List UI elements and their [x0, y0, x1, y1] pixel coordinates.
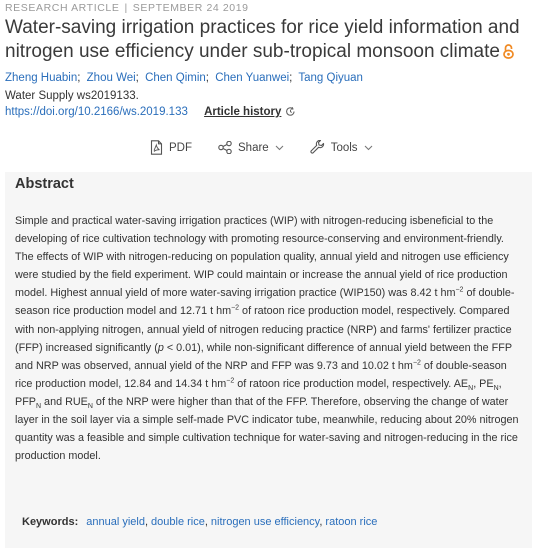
author-separator: ; [135, 72, 139, 84]
author-link[interactable]: Tang Qiyuan [298, 72, 363, 84]
tools-button[interactable] [310, 140, 373, 155]
doi-row [5, 106, 296, 120]
keyword-link[interactable]: double rice [151, 516, 205, 528]
author-link[interactable]: Chen Qimin [145, 72, 206, 84]
abstract-text-part: and RUE [41, 395, 88, 408]
abstract-text-part: Simple and practical water-saving irrigation practices (WIP) with nitrogen-reducing isbeneficial to the developing of rice cultivation technology with promoting resource-conserving and environment-friendly. The effects of WIP with nitrogen-reducing on population quality, annual yield and nitrogen use efficiency were studied by the field experiment. WIP could maintain or increase the annual yield of rice production model. Highest annual yield of more water-saving irrigation practice (WIP150) was 8.42 t hm [15, 215, 509, 300]
author-separator: ; [77, 72, 81, 84]
abstract-text-part: , PFP [15, 377, 502, 408]
abstract-text-part: of ratoon rice production model, respectively. AE [234, 377, 469, 390]
keyword-separator: , [319, 516, 323, 528]
author-list [5, 72, 363, 84]
abstract-text-part: of the NRP were higher than that of the FFP. Therefore, observing the change of water layer in the soil layer via a simple self-made PVC indicator tube, meanwhile, reducing about 20% nitrogen quantity was a feasible and simple cultivation technique for water-saving and nitrogen-reducing in the rice production model. [15, 395, 519, 463]
keyword-separator: , [204, 516, 208, 528]
article-title-text: Water-saving irrigation practices for rice yield information and nitrogen use efficiency under sub-tropical monsoon climate [5, 17, 520, 62]
author-link[interactable]: Chen Yuanwei [215, 72, 290, 84]
abstract-text [15, 212, 525, 465]
abstract-section [5, 172, 532, 548]
keyword-link[interactable]: nitrogen use efficiency [210, 516, 320, 528]
chevron-down-icon [364, 145, 373, 151]
share-icon [218, 141, 232, 154]
abstract-text-part: of double-season rice production model and 12.71 t hm [15, 287, 515, 318]
author-separator: ; [289, 72, 293, 84]
subscript: N [493, 385, 499, 392]
article-history-link[interactable]: Article history [204, 106, 282, 118]
article-meta [5, 2, 249, 14]
abstract-text-part: , PE [473, 377, 494, 390]
article-title [5, 16, 533, 66]
publish-date: SEPTEMBER 24 2019 [132, 2, 249, 14]
pdf-icon [150, 140, 163, 155]
chevron-down-icon [275, 145, 284, 151]
pdf-button[interactable] [150, 140, 192, 155]
author-link[interactable]: Zheng Huabin [5, 72, 78, 84]
tools-label: Tools [330, 141, 358, 154]
subscript: N [36, 403, 42, 411]
keywords-label: Keywords: [22, 516, 79, 528]
abstract-heading: Abstract [15, 176, 74, 192]
abstract-text-part: of ratoon rice production model, respectively. Compared with non-applying nitrogen, annual yield of nitrogen reducing practice (NRP) and farms' fertilizer practice (FFP) increased significantly ( [15, 305, 512, 354]
article-type: RESEARCH ARTICLE [5, 2, 120, 14]
keyword-link[interactable]: ratoon rice [325, 516, 378, 528]
superscript: −2 [412, 359, 421, 367]
superscript: −2 [231, 304, 240, 312]
open-access-icon [503, 42, 514, 66]
superscript: −2 [226, 377, 235, 385]
abstract-text-part: of double-season rice production model, 12.84 and 14.34 t hm [15, 359, 507, 390]
author-separator: ; [205, 72, 209, 84]
share-label: Share [238, 141, 269, 154]
keywords-row [22, 516, 377, 528]
author-link[interactable]: Zhou Wei [86, 72, 136, 84]
wrench-icon [310, 140, 325, 155]
subscript: N [87, 403, 93, 411]
keyword-separator: , [144, 516, 149, 528]
subscript: N [468, 385, 474, 392]
history-clock-icon [285, 106, 296, 120]
meta-separator: | [124, 2, 128, 14]
abstract-text-part: < 0.01), while non-significant difference of annual yield between the FFP and NRP was observed, annual yield of the NRP and FFP was 9.73 and 10.02 t hm [15, 341, 512, 372]
keyword-link[interactable]: annual yield [86, 516, 145, 528]
doi-link[interactable]: https://doi.org/10.2166/ws.2019.133 [5, 106, 188, 118]
italic-p: p [157, 341, 164, 354]
article-toolbar [150, 140, 399, 155]
superscript: −2 [455, 286, 464, 294]
pdf-label: PDF [169, 141, 192, 154]
journal-citation: Water Supply ws2019133. [5, 90, 139, 102]
share-button[interactable] [218, 141, 284, 154]
